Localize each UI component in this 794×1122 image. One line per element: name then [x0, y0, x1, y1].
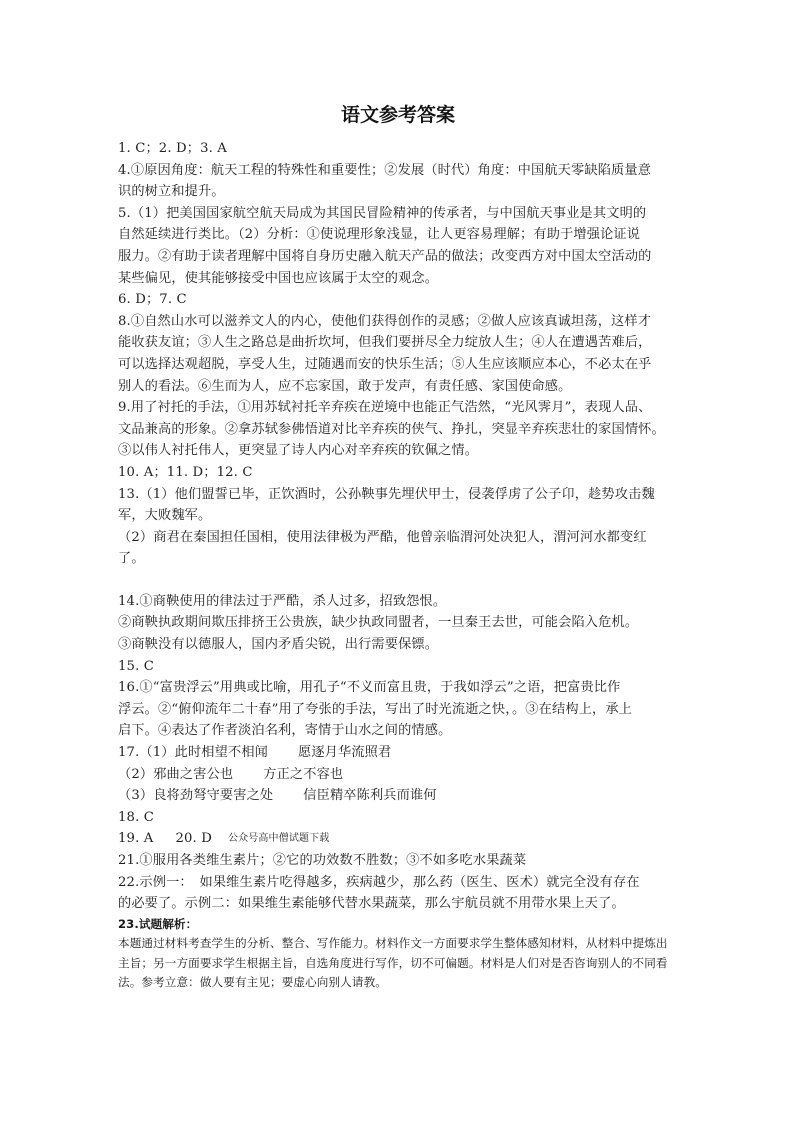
answer-22-line-1: 22.示例一： 如果维生素片吃得越多，疾病越少，那么药（医生、医术）就完全没有存在 — [118, 874, 640, 890]
answer-9-line-2: 文品兼高的形象。②拿苏轼参佛悟道对比辛弃疾的侠气、挣扎，突显辛弃疾悲壮的家国情怀。 — [118, 421, 665, 437]
answer-17-2-part-a: （2）邪曲之害公也 — [118, 766, 234, 782]
answer-17-1-part-a: 17.（1）此时相望不相闻 — [118, 745, 268, 761]
answer-5-line-3: 服力。②有助于读者理解中国将自身历史融入航天产品的做法；改变西方对中国太空活动的 — [118, 248, 652, 264]
answer-17-2-part-b: 方正之不容也 — [263, 766, 344, 782]
answer-6-7: 6. D；7. C — [118, 292, 187, 308]
answer-17-line-1 — [118, 742, 678, 764]
answer-8-line-1: 8.①自然山水可以滋养文人的内心，使他们获得创作的灵感；②做人应该真诚坦荡，这样才 — [118, 313, 652, 329]
answer-4-line-2: 识的树立和提升。 — [118, 184, 225, 200]
answer-8-line-4: 别人的看法。⑥生而为人，应不忘家国，敢于发声，有责任感、家国使命感。 — [118, 378, 572, 394]
answer-8-line-3: 可以选择达观超脱，享受人生，过随遇而安的快乐生活；⑤人生应该顺应本心，不必太在乎 — [118, 356, 652, 372]
answer-19-20 — [118, 828, 678, 850]
answer-9-line-3: ③以伟人衬托伟人，更突显了诗人内心对辛弃疾的钦佩之情。 — [118, 443, 479, 459]
blank-gap — [118, 570, 678, 591]
answer-14-line-2: ②商鞅执政期间欺压排挤王公贵族，缺少执政同盟者，一旦秦王去世，可能会陷入危机。 — [118, 615, 639, 631]
answer-17-3-part-a: （3）良将劲弩守要害之处 — [118, 788, 274, 804]
answer-17-line-2 — [118, 764, 678, 786]
answer-16-line-2: 浮云。②“俯仰流年二十春”用了夸张的手法，写出了时光流逝之快，。③在结构上，承上 — [118, 701, 633, 717]
answer-5-line-1: 5.（1）把美国国家航空航天局成为其国民冒险精神的传承者，与中国航天事业是其文明的 — [118, 205, 647, 221]
answer-4-line-1: 4.①原因角度：航天工程的特殊性和重要性；②发展（时代）角度：中国航天零缺陷质量意 — [118, 162, 652, 178]
answer-18: 18. C — [118, 809, 155, 825]
answer-14-line-3: ③商鞅没有以德服人，国内矛盾尖锐，出行需要保镖。 — [118, 637, 439, 653]
answer-20: 20. D — [175, 831, 212, 847]
answer-15: 15. C — [118, 658, 155, 674]
answer-13-line-2: 军，大败魏军。 — [118, 508, 212, 524]
watermark-text: 公众号高中僧试题下载 — [227, 833, 330, 845]
answer-17-line-3 — [118, 785, 678, 807]
answer-22-line-2: 的必要了。示例二：如果维生素能够代替水果蔬菜，那么宇航员就不用带水果上天了。 — [118, 896, 625, 912]
answer-23-body: 本题通过材料考查学生的分析、整合、写作能力。材料作文一方面要求学生整体感知材料，从材料中提炼出主旨；另一方面要求学生根据主旨，自选角度进行写作，切不可偏题。材料是人们对是否咨询别人的不同看法。参考立意：做人要有主见；要虚心向别人请教。 — [118, 936, 668, 990]
answer-14-line-1: 14.①商鞅使用的律法过于严酷，杀人过多，招致怨恨。 — [118, 593, 447, 609]
answer-10-12: 10. A；11. D；12. C — [118, 464, 253, 480]
answer-16-line-1: 16.①“富贵浮云”用典或比喻，用孔子“不义而富且贵，于我如浮云”之语，把富贵比作 — [118, 680, 621, 696]
answer-13-line-1: 13.（1）他们盟誓已毕，正饮酒时，公孙鞅事先埋伏甲士，侵袭俘虏了公子卬，趁势攻击魏 — [118, 486, 655, 502]
answer-8-line-2: 能收获友谊；③人生之路总是曲折坎坷，但我们要拼尽全力绽放人生；④人在遭遇苦难后， — [118, 335, 652, 351]
answer-21: 21.①服用各类维生素片；②它的功效数不胜数；③不如多吃水果蔬菜 — [118, 853, 527, 868]
answer-1-3: 1. C；2. D；3. A — [118, 141, 227, 156]
answer-17-3-part-b: 信臣精卒陈利兵而谁何 — [303, 788, 437, 804]
answer-5-line-2: 自然延续进行类比。（2）分析：①使说理形象浅显，让人更容易理解；有助于增强论证说 — [118, 227, 641, 243]
answer-16-line-3: 启下。④表达了作者淡泊名利，寄情于山水之间的情感。 — [118, 723, 452, 739]
answer-19: 19. A — [118, 831, 154, 847]
answer-13-line-4: 了。 — [118, 551, 145, 567]
answer-13-line-3: （2）商君在秦国担任国相，使用法律极为严酷，他曾亲临渭河处决犯人，渭河河水都变红 — [118, 529, 647, 545]
answer-17-1-part-b: 愿逐月华流照君 — [298, 745, 392, 761]
answer-9-line-1: 9.用了衬托的手法，①用苏轼衬托辛弃疾在逆境中也能正气浩然，“光风霁月”，表现人品、 — [118, 400, 652, 416]
answer-5-line-4: 某些偏见，使其能够接受中国也应该属于太空的观念。 — [118, 270, 439, 286]
answer-23-heading: 23.试题解析： — [118, 916, 198, 931]
page-title: 语文参考答案 — [340, 104, 455, 126]
answer-sheet — [118, 102, 678, 993]
